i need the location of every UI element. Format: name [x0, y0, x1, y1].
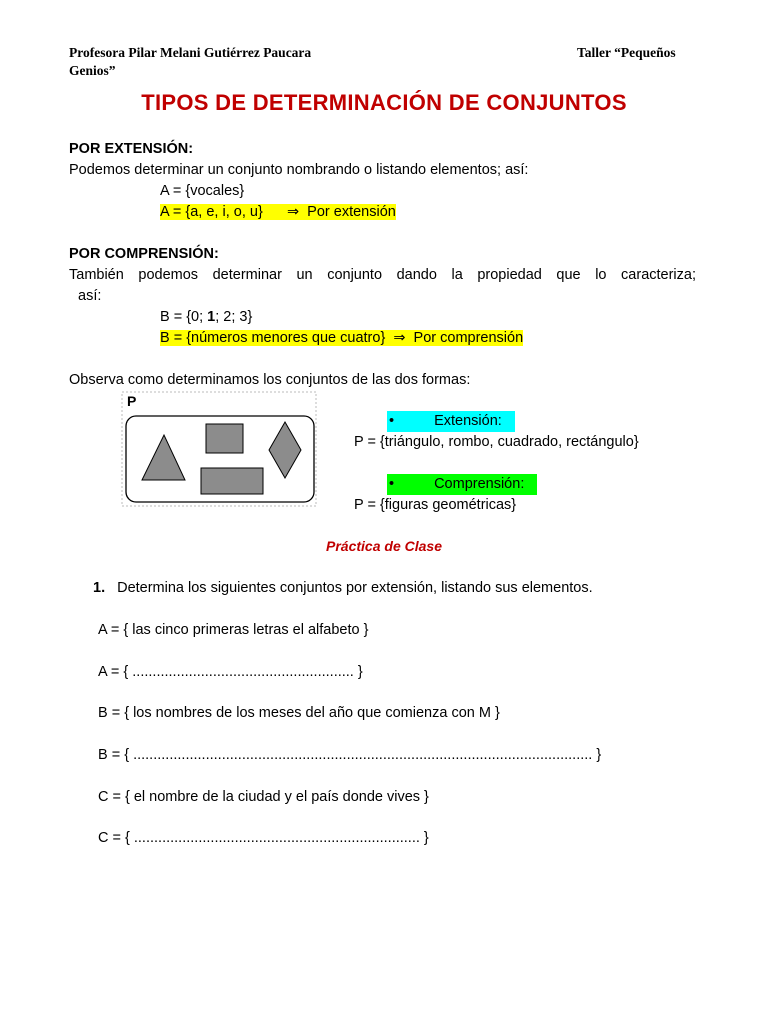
set-diagram — [118, 390, 320, 510]
header-workshop-cont: Genios” — [69, 63, 116, 78]
extension-tag: • Extensión: — [387, 411, 515, 432]
triangle-shape — [142, 435, 185, 480]
exercise-line-a-answer: A = { ....................................................... } — [98, 664, 363, 680]
set-label: P — [127, 393, 137, 409]
header-author: Profesora Pilar Melani Gutiérrez Paucara — [69, 45, 312, 60]
extension-text: Podemos determinar un conjunto nombrando o listando elementos; así: — [69, 162, 529, 178]
practica-title: Práctica de Clase — [326, 538, 442, 554]
question-number: 1. — [93, 580, 106, 596]
comprension-heading: POR COMPRENSIÓN: — [69, 246, 219, 262]
page-title: TIPOS DE DETERMINACIÓN DE CONJUNTOS — [141, 90, 627, 115]
rhombus-shape — [269, 422, 301, 478]
comprension-value: P = {figuras geométricas} — [354, 497, 517, 513]
observa-text: Observa como determinamos los conjuntos de las dos formas: — [69, 372, 471, 388]
comprension-example-2: B = {números menores que cuatro} ⇒ Por comprensión — [160, 330, 524, 346]
question-1 — [93, 578, 593, 599]
extension-heading: POR EXTENSIÓN: — [69, 141, 194, 157]
bullet-icon: • — [389, 476, 395, 492]
exercise-line-a-prompt: A = { las cinco primeras letras el alfabeto } — [98, 622, 369, 638]
rectangle-shape — [201, 468, 263, 494]
exercise-line-b-prompt: B = { los nombres de los meses del año que comienza con M } — [98, 705, 500, 721]
exercise-line-c-prompt: C = { el nombre de la ciudad y el país donde vives } — [98, 789, 429, 805]
question-text: Determina los siguientes conjuntos por extensión, listando sus elementos. — [117, 580, 593, 596]
comprension-example-1: B = {0; 1; 2; 3} — [160, 309, 253, 325]
extension-example-1: A = {vocales} — [160, 183, 245, 199]
square-shape — [206, 424, 243, 453]
comprension-text: También podemos determinar un conjunto dando la propiedad que lo caracteriza; — [69, 267, 696, 283]
comprension-text-cont: así: — [78, 288, 102, 304]
exercise-line-c-answer: C = { ....................................................................... } — [98, 830, 429, 846]
header-workshop: Taller “Pequeños — [577, 45, 676, 60]
extension-value: P = {triángulo, rombo, cuadrado, rectángulo} — [354, 434, 639, 450]
comprension-tag: • Comprensión: — [387, 474, 537, 495]
extension-example-2: A = {a, e, i, o, u} ⇒ Por extensión — [160, 204, 396, 220]
exercise-line-b-answer: B = { .................................................................................................................. } — [98, 747, 602, 763]
bullet-icon: • — [389, 413, 395, 429]
